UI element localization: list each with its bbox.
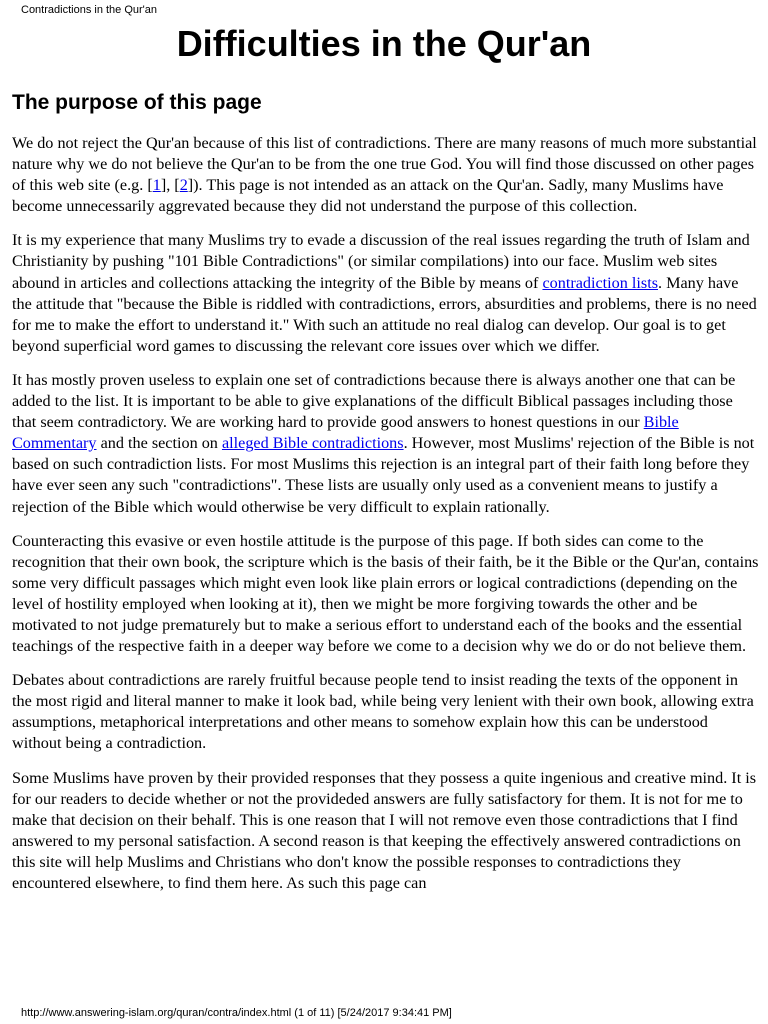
print-footer: http://www.answering-islam.org/quran/contra/index.html (1 of 11) [5/24/2017 9:34:41 PM] [21,1007,452,1019]
contradiction-lists-link[interactable]: contradiction lists [542,273,658,292]
paragraph-text: It has mostly proven useless to explain one set of contradictions because there is always another one that can be added to the list. It is important to be able to give explanations of the difficult Biblical passages including those that seem contradictory. We are working hard to provide good answers to honest questions in our [12,370,736,432]
reference-link-2[interactable]: 2 [179,176,188,195]
print-header: Contradictions in the Qur'an [21,4,158,16]
paragraph-text: ]). This page is not intended as an attack on the Qur'an. Sadly, many Muslims have become unnecessarily aggrevated because they did not understand the purpose of this collection. [12,176,724,216]
paragraph-experience [12,230,760,357]
section-heading: The purpose of this page [12,91,262,114]
paragraph-text: It is my experience that many Muslims try to evade a discussion of the real issues regarding the truth of Islam and Christianity by pushing "101 Bible Contradictions" (or similar compilations) into our face. Muslim web sites abound in articles and collections attacking the integrity of the Bible by means of [12,231,750,292]
paragraph-text: ], [ [160,176,180,195]
bible-commentary-link[interactable]: Bible Commentary [12,413,679,453]
paragraph-text: and the section on [96,434,222,453]
reference-link-1[interactable]: 1 [152,176,161,195]
paragraph-counteracting: Counteracting this evasive or even hostile attitude is the purpose of this page. If both sides can come to the recognition that their own book, the scripture which is the basis of their faith, be it the Bible or the Qur'an, contains some very difficult passages which might even look like plain errors or logical contradictions (depending on the level of hostility employed when looking at it), then we might be more forgiving towards the other and be motivated to not judge prematurely but to make a serious effort to understand each of the books and the essential teachings of the respective faith in a deeper way before we come to a decision why we do or do not believe them. [12,531,759,656]
article-body [12,133,760,907]
paragraph-useless [12,370,760,518]
paragraph-text: We do not reject the Qur'an because of this list of contradictions. There are many reasons of much more substantial nature why we do not believe the Qur'an to be from the one true God. You will find those discussed on other pages of this web site (e.g. [ [12,134,757,195]
paragraph-text: . However, most Muslims' rejection of the Bible is not based on such contradiction lists. For most Muslims this rejection is an integral part of their faith long before they have ever seen any such "contradictions". These lists are usually only used as a convenient means to justify a rejection of the Bible which would otherwise be very difficult to explain rationally. [12,434,755,516]
paragraph-responses: Some Muslims have proven by their provided responses that they possess a quite ingenious and creative mind. It is for our readers to decide whether or not the provideded answers are fully satisfactory for them. It is not for me to make that decision on their behalf. This is one reason that I will not remove even those contradictions that I find answered to my personal satisfaction. A second reason is that keeping the effectively answered contradictions on this site will help Muslims and Christians who don't know the possible responses to contradictions they encountered elsewhere, to find them here. As such this page can [12,768,757,892]
page-title: Difficulties in the Qur'an [176,23,592,64]
paragraph-debates: Debates about contradictions are rarely fruitful because people tend to insist reading the texts of the opponent in the most rigid and literal manner to make it look bad, while being very lenient with their own book, allowing extra assumptions, metaphorical interpretations and other means to somehow explain how this can be understood without being a contradiction. [12,671,754,753]
paragraph-purpose [12,133,760,217]
alleged-bible-contradictions-link[interactable]: alleged Bible contradictions [221,434,404,453]
paragraph-text: . Many have the attitude that "because the Bible is riddled with contradictions, errors, absurdities and problems, there is no need for me to make the effort to understand it." With such an attitude no real dialog can develop. Our goal is to get beyond superficial word games to discussing the relevant core issues over which we differ. [12,273,757,355]
